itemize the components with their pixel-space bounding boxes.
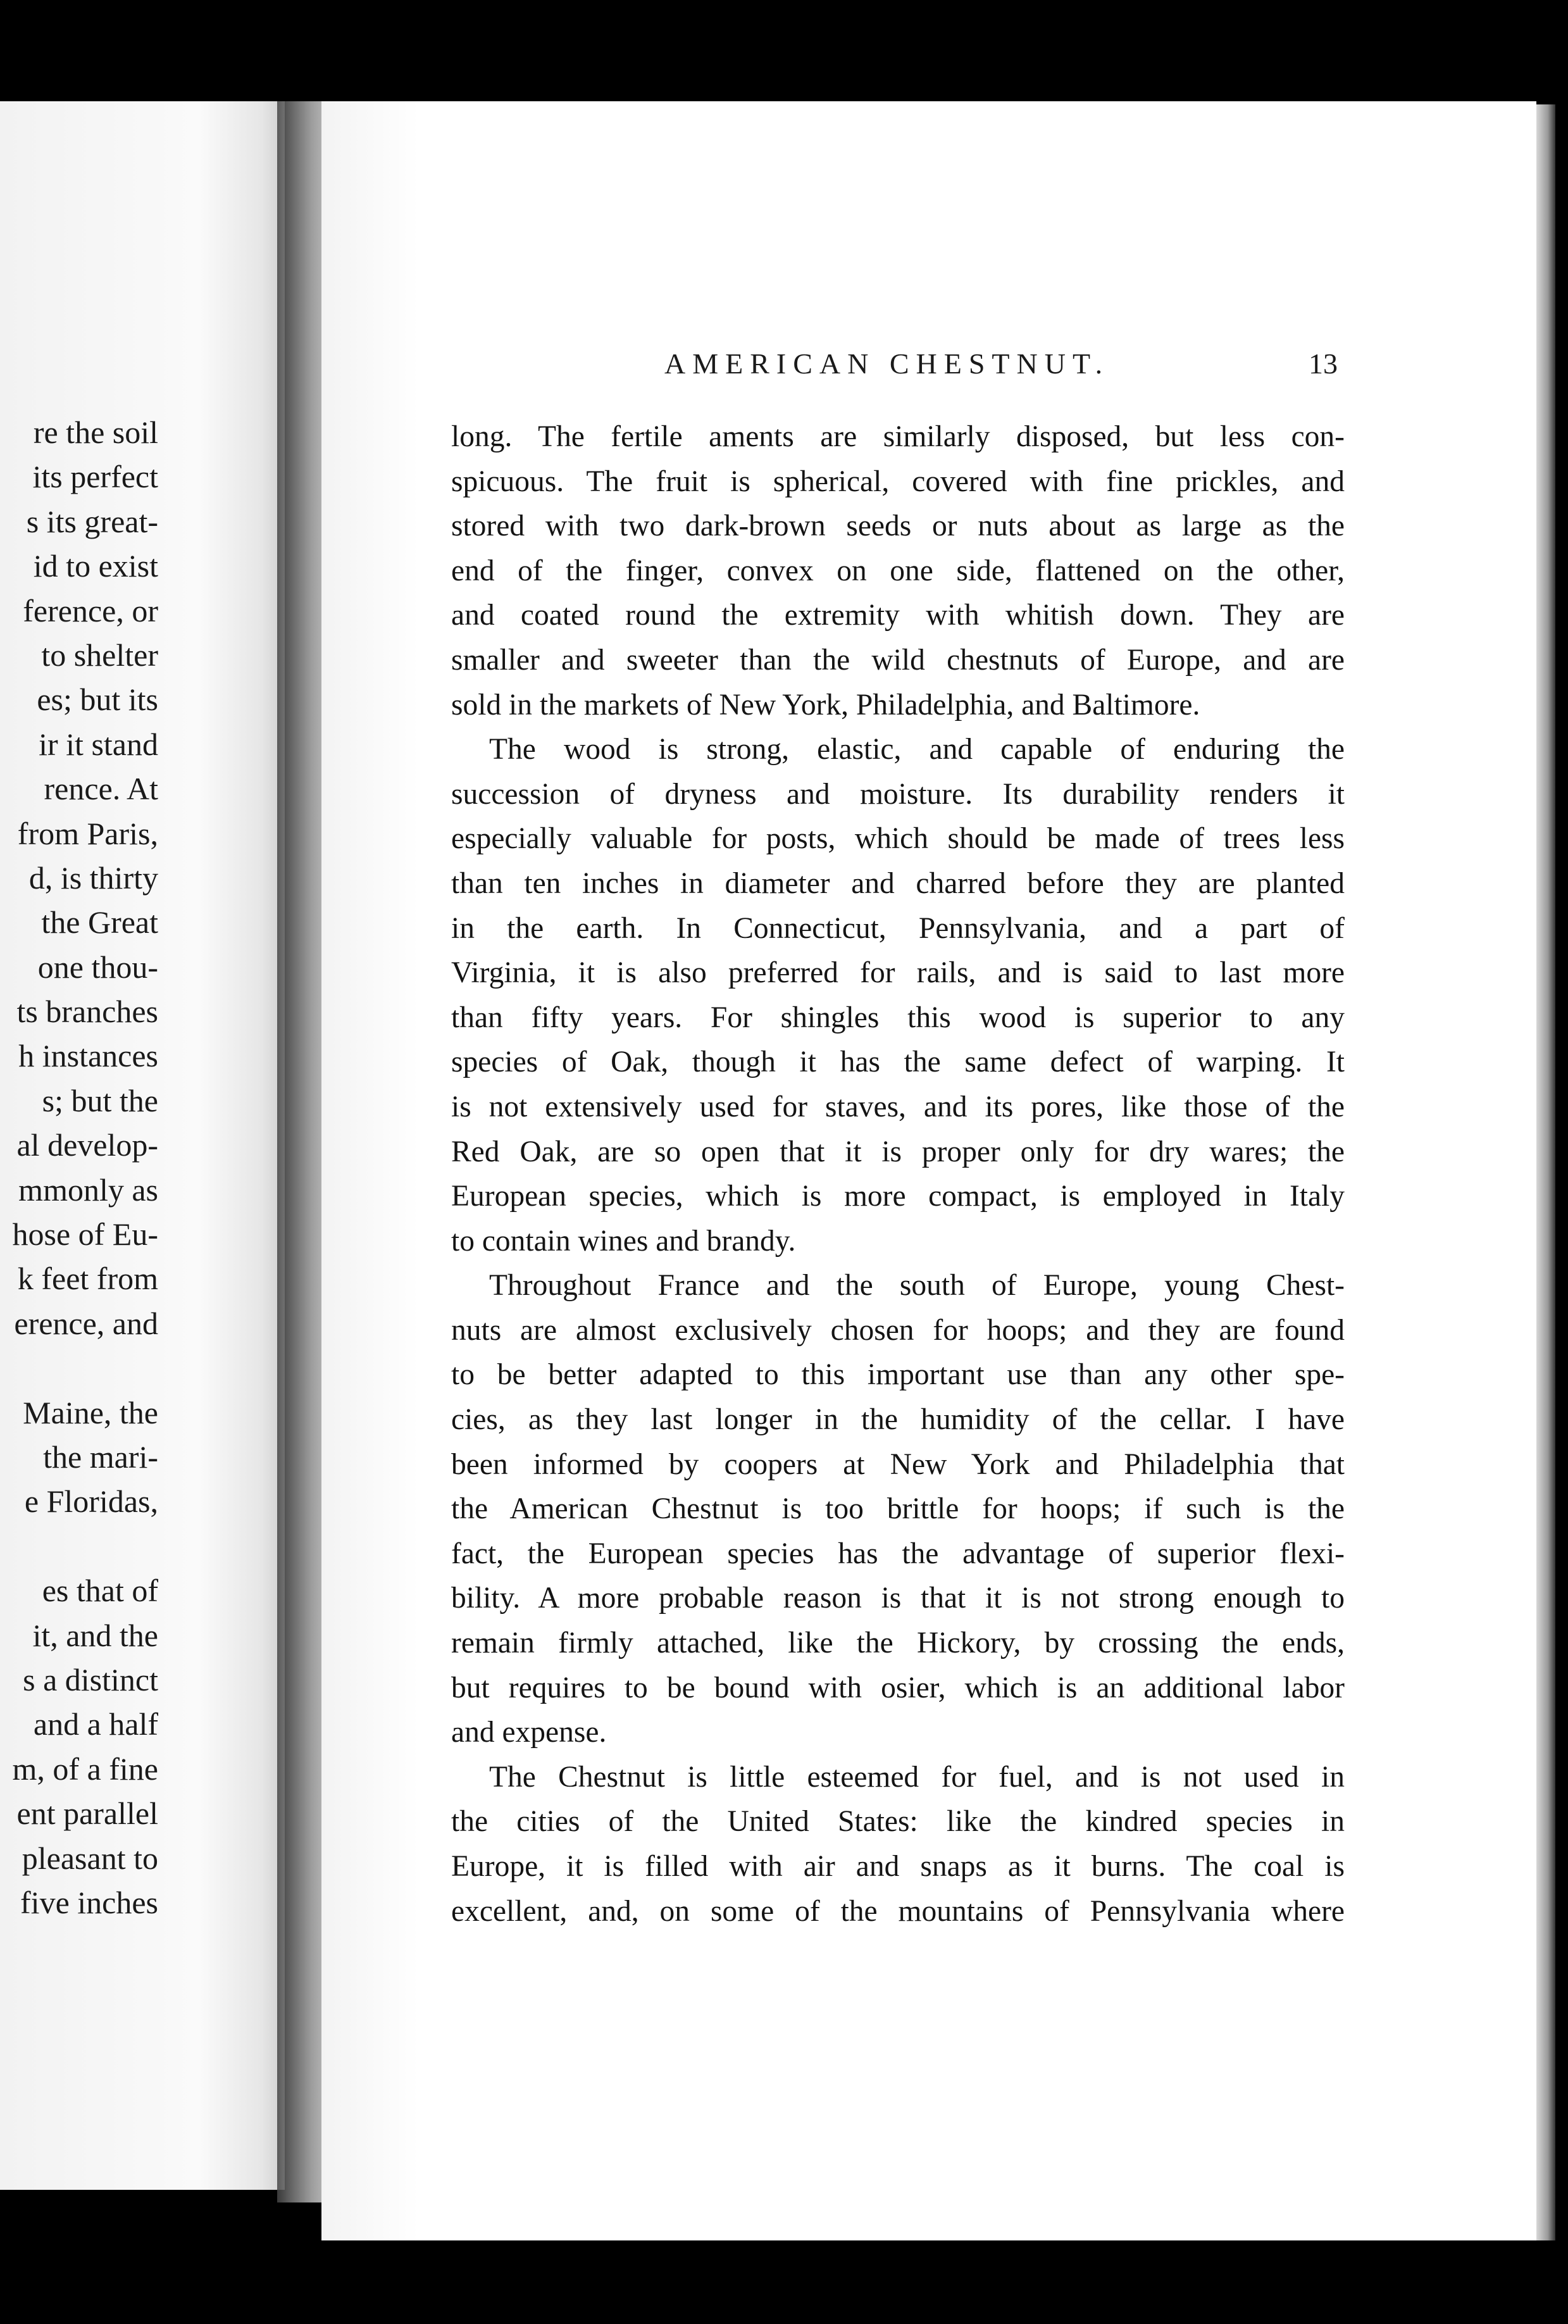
left-line: s a distinct — [23, 1661, 158, 1697]
text-line: to be better adapted to this important use than any other spe- — [451, 1358, 1345, 1392]
text-line: Red Oak, are so open that it is proper only for dry wares; the — [451, 1135, 1345, 1168]
left-line: the mari- — [43, 1439, 158, 1475]
left-line: from Paris, — [17, 815, 158, 851]
page-number: 13 — [1309, 347, 1338, 380]
text-line: The Chestnut is little esteemed for fuel, and is not used in — [489, 1760, 1345, 1794]
left-line: ir it stand — [39, 726, 158, 762]
text-line: succession of dryness and moisture. Its durability renders it — [451, 777, 1345, 811]
text-line: than fifty years. For shingles this wood is superior to any — [451, 1001, 1345, 1034]
left-line: one thou- — [37, 949, 158, 985]
left-line: five inches — [20, 1884, 158, 1920]
left-line: its perfect — [32, 459, 158, 495]
text-line: Throughout France and the south of Europe, young Chest- — [489, 1269, 1345, 1303]
right-page-edge — [1536, 104, 1555, 2240]
text-line: sold in the markets of New York, Philadelphia, and Baltimore. — [451, 688, 1200, 722]
text-line: but requires to be bound with osier, which is an additional labor — [451, 1671, 1345, 1704]
text-line: nuts are almost exclusively chosen for hoops; and they are found — [451, 1313, 1345, 1347]
text-line: and expense. — [451, 1716, 607, 1749]
text-line: remain firmly attached, like the Hickory, by crossing the ends, — [451, 1627, 1345, 1660]
text-line: Europe, it is filled with air and snaps as it burns. The coal is — [451, 1850, 1345, 1883]
left-line: ference, or — [23, 592, 158, 628]
left-line: e Floridas, — [24, 1484, 158, 1520]
text-line: Virginia, it is also preferred for rails, and is said to last more — [451, 956, 1345, 990]
text-line: stored with two dark-brown seeds or nuts about as large as the — [451, 509, 1345, 543]
text-line: been informed by coopers at New York and Philadelphia that — [451, 1447, 1345, 1481]
text-line: to contain wines and brandy. — [451, 1224, 796, 1258]
left-line: d, is thirty — [28, 859, 158, 896]
text-line: end of the finger, convex on one side, flattened on the other, — [451, 554, 1345, 587]
left-line: pleasant to — [22, 1840, 158, 1876]
left-line: Maine, the — [23, 1394, 158, 1430]
text-line: especially valuable for posts, which should be made of trees less — [451, 822, 1345, 856]
left-line: rence. At — [44, 771, 158, 807]
left-line: erence, and — [14, 1305, 158, 1341]
text-line: in the earth. In Connecticut, Pennsylvania, and a part of — [451, 911, 1345, 945]
text-line: The wood is strong, elastic, and capable of enduring the — [489, 733, 1345, 766]
left-line: and a half — [33, 1706, 158, 1742]
text-line: species of Oak, though it has the same defect of warping. It — [451, 1046, 1345, 1079]
left-line: ent parallel — [16, 1796, 158, 1832]
text-line: the American Chestnut is too brittle for hoops; if such is the — [451, 1492, 1345, 1526]
left-line: es; but its — [37, 682, 158, 718]
left-line: to shelter — [41, 637, 158, 673]
left-line: al develop- — [16, 1127, 158, 1163]
text-line: excellent, and, on some of the mountains of Pennsylvania where — [451, 1894, 1345, 1928]
left-line: re the soil — [33, 415, 158, 450]
left-line: hose of Eu- — [12, 1216, 158, 1253]
left-line: k feet from — [17, 1261, 158, 1297]
left-line: h instances — [18, 1038, 158, 1074]
text-line: is not extensively used for staves, and its pores, like those of the — [451, 1090, 1345, 1123]
running-head: AMERICAN CHESTNUT. — [664, 347, 1110, 380]
text-line: fact, the European species has the advantage of superior flexi- — [451, 1537, 1345, 1570]
text-line: bility. A more probable reason is that it is not strong enough to — [451, 1582, 1345, 1615]
text-line: the cities of the United States: like the kindred species in — [451, 1805, 1345, 1839]
left-line: the Great — [41, 904, 158, 940]
text-line: European species, which is more compact, is employed in Italy — [451, 1180, 1345, 1213]
body-text — [451, 415, 1345, 1934]
left-line: s; but the — [42, 1082, 158, 1118]
left-line: it, and the — [32, 1617, 158, 1653]
text-line: spicuous. The fruit is spherical, covered with fine prickles, and — [451, 465, 1345, 498]
text-line: than ten inches in diameter and charred before they are planted — [451, 866, 1345, 900]
left-line — [0, 1346, 158, 1390]
left-line: mmonly as — [18, 1171, 158, 1208]
text-line: smaller and sweeter than the wild chestnuts of Europe, and are — [451, 643, 1345, 677]
left-line: id to exist — [33, 548, 158, 584]
left-line: s its great- — [26, 503, 158, 539]
text-line: cies, as they last longer in the humidity of the cellar. I have — [451, 1403, 1345, 1437]
left-page — [0, 101, 285, 2190]
left-line: m, of a fine — [12, 1751, 158, 1787]
left-line — [0, 1524, 158, 1568]
left-line: es that of — [42, 1573, 158, 1609]
left-line: ts branches — [16, 994, 158, 1030]
text-line: long. The fertile aments are similarly disposed, but less con- — [451, 420, 1345, 453]
text-line: and coated round the extremity with whitish down. They are — [451, 599, 1345, 632]
left-page-text — [0, 410, 158, 1925]
